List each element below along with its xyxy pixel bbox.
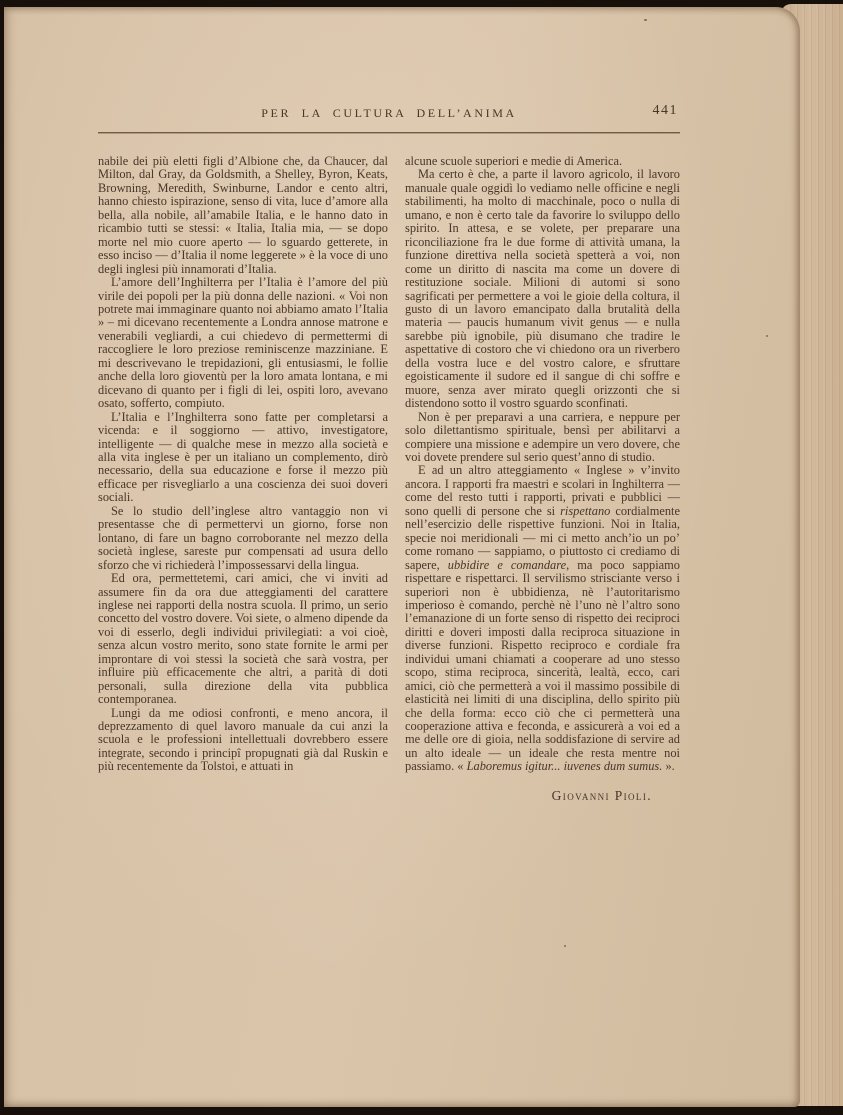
body-text: Se lo studio dell’inglese altro vantaggio non vi presentasse che di permettervi un giorno, forse non lontano, di fare un bagno corroborante nel mezzo della società inglese, sareste pur compensati ad usura dello sforzo che vi richiederà l’impossessarvi della lingua. — [98, 503, 388, 572]
body-text: ». — [662, 759, 675, 774]
body-text: Lungi da me odiosi confronti, e meno ancora, il deprezzamento di quel lavoro manuale da cui anzi la scuola e le professioni intellettuali dovrebbero essere integrate, secondo i principî propugnati già dal Ruskin e più recentemente da Tolstoi, e attuati in — [98, 705, 388, 774]
body-text: E ad un altro atteggiamento « Inglese » v’invito ancora. I rapporti fra maestri e scolari in Inghilterra — come del resto tutti i rapporti, privati e pubblici — sono quelli di persone che si — [405, 463, 680, 518]
paragraph — [98, 411, 388, 505]
page-number: 441 — [652, 103, 678, 118]
paper-speck — [766, 335, 768, 337]
paragraph — [405, 464, 680, 773]
running-header — [98, 103, 680, 125]
body-text: L’amore dell’Inghilterra per l’Italia è l’amore del più virile dei popoli per la più donna delle nazioni. « Voi non potrete mai immaginare quanto noi abbiamo amato l’Italia » – mi dicevano recentemente a Londra annose matrone e venerabili vegliardi, a cui chiedevo di permettermi di raccogliere le loro preziose reminiscenze mazziniane. E mi descrivevano le trepidazioni, gli entusiasmi, le follie anche della loro gioventù per la loro amata lontana, e mi dicevano di quanto per i figli di lei, ospiti loro, avevano osato, sofferto, compiuto. — [98, 275, 388, 411]
two-column-text — [98, 155, 680, 802]
text-block — [98, 103, 680, 802]
running-header-title: PER LA CULTURA DELL’ANIMA — [261, 106, 517, 120]
page-paper — [4, 7, 800, 1107]
body-text: alcune scuole superiori e medie di America. — [405, 154, 623, 168]
paragraph — [405, 168, 680, 410]
paragraph — [98, 505, 388, 572]
paper-speck — [644, 19, 647, 21]
column-right — [405, 155, 680, 802]
italic-text: Laboremus igitur... iuvenes dum sumus. — [466, 759, 663, 774]
column-left — [98, 155, 388, 802]
body-text: Non è per preparavi a una carriera, e neppure per solo dilettantismo spirituale, bensì per abilitarvi a compiere una missione e adempire un vero dovere, che voi dovete prendere sul serio quest’anno di studio. — [405, 409, 680, 464]
body-text: nabile dei più eletti figli d’Albione che, da Chaucer, dal Milton, dal Gray, da Goldsmith, a Shelley, Byron, Keats, Browning, Meredith, Swinburne, Landor e cento altri, hanno chiesto ispirazione, senso di vita, luce d’amore alla bella, alla nobile, all’amabile Italia, e le hanno dato in ricambio tutti se stessi: « Italia, Italia mia, — se dopo morte nel mio cuore aperto — lo sguardo getterete, in esso inciso — d’Italia il nome leggerete » è la voce di uno degli inglesi più innamorati d’Italia. — [98, 154, 388, 276]
paragraph — [98, 155, 388, 276]
paragraph — [98, 276, 388, 411]
paragraph — [405, 155, 680, 168]
italic-text: ubbidire e comandare — [447, 557, 567, 572]
body-text: , ma poco sappiamo rispettare e rispettarci. Il servilismo strisciante verso i superiori non è ubbidienza, nè l’autoritarismo imperioso è comando, perchè nè l’uno nè l’altro sono l’emanazione di un forte senso di rispetto dei reciproci diritti e doveri imposti dalla reciproca situazione in diverse funzioni. Rispetto reciproco e cordiale fra individui umani chiamati a cooperare ad uno stesso scopo, stima reciproca, sincerità, lealtà, ecco, cari amici, ciò che permetterà a voi il massimo possibile di elasticità nei limiti di una disciplina, dello spirito più che della forma: ecco ciò che ci permetterà una cooperazione attiva e feconda, e assicurerà a voi ed a me delle ore di gioia, nella soddisfazione di servire ad un alto ideale — un ideale che resta mentre noi passiamo. « — [405, 557, 680, 774]
paragraph — [98, 572, 388, 707]
paragraph — [98, 707, 388, 774]
author-signature: Giovanni Pioli. — [551, 787, 652, 803]
body-text: cordialmente nell’esercizio delle rispettive funzioni. Noi in Italia, specie noi meridionali — mi ci metto anch’io un po’ come romano — sappiamo, o piuttosto ci crediamo di sapere, — [405, 503, 680, 572]
body-text: Ed ora, permettetemi, cari amici, che vi inviti ad assumere fin da ora due atteggiamenti del carattere inglese nei rapporti della nostra scuola. Il primo, un serio concetto del vostro dovere. Voi siete, o almeno dipende da voi di esserlo, degli individui privilegiati: a voi cioè, senza alcun vostro merito, sono state fornite le armi per improntare di voi stessi la società che sarà vostra, per influire più efficacemente che altri, a parità di doti personali, sulla direzione della vita pubblica contemporanea. — [98, 571, 388, 707]
header-rule — [98, 132, 680, 134]
paragraph — [405, 411, 680, 465]
body-text: L’Italia e l’Inghilterra sono fatte per completarsi a vicenda: e il soggiorno — attivo, investigatore, intelligente — di qualche mese in mezzo alla società e alla vita inglese è per un italiano un complemento, dirò necessario, della sua educazione e forse il mezzo più efficace per risvegliarlo a una coscienza dei suoi doveri sociali. — [98, 409, 388, 505]
paper-speck — [564, 945, 566, 947]
body-text: Ma certo è che, a parte il lavoro agricolo, il lavoro manuale quale oggidì lo vediamo nelle officine e negli stabilimenti, ha molto di macchinale, poco o nulla di umano, e non è certo tale da favorire lo sviluppo dello spirito. In attesa, e se volete, per preparare una riconciliazione fra le due forme di attività umana, la funzione direttiva nella società spetterà a voi, non come un diritto di nascita ma come un dovere di restituzione sociale. Milioni di automi si sono sagrificati per permettere a voi le gioie della coltura, il gusto di un lavoro emancipato dalla brutalità della materia — paucis humanum vivit genus — e nulla sarebbe più ignobile, più disumano che tradire le aspettative di costoro che vi chiedono ora un riverbero della vostra luce e del vostro calore, e sfruttare egoisticamente il sudore ed il sangue di chi soffre e muore, senza aver mirato quegli orizzonti che si distendono sotto il vostro sguardo sconfinati. — [405, 167, 680, 411]
italic-text: rispettano — [560, 503, 611, 518]
